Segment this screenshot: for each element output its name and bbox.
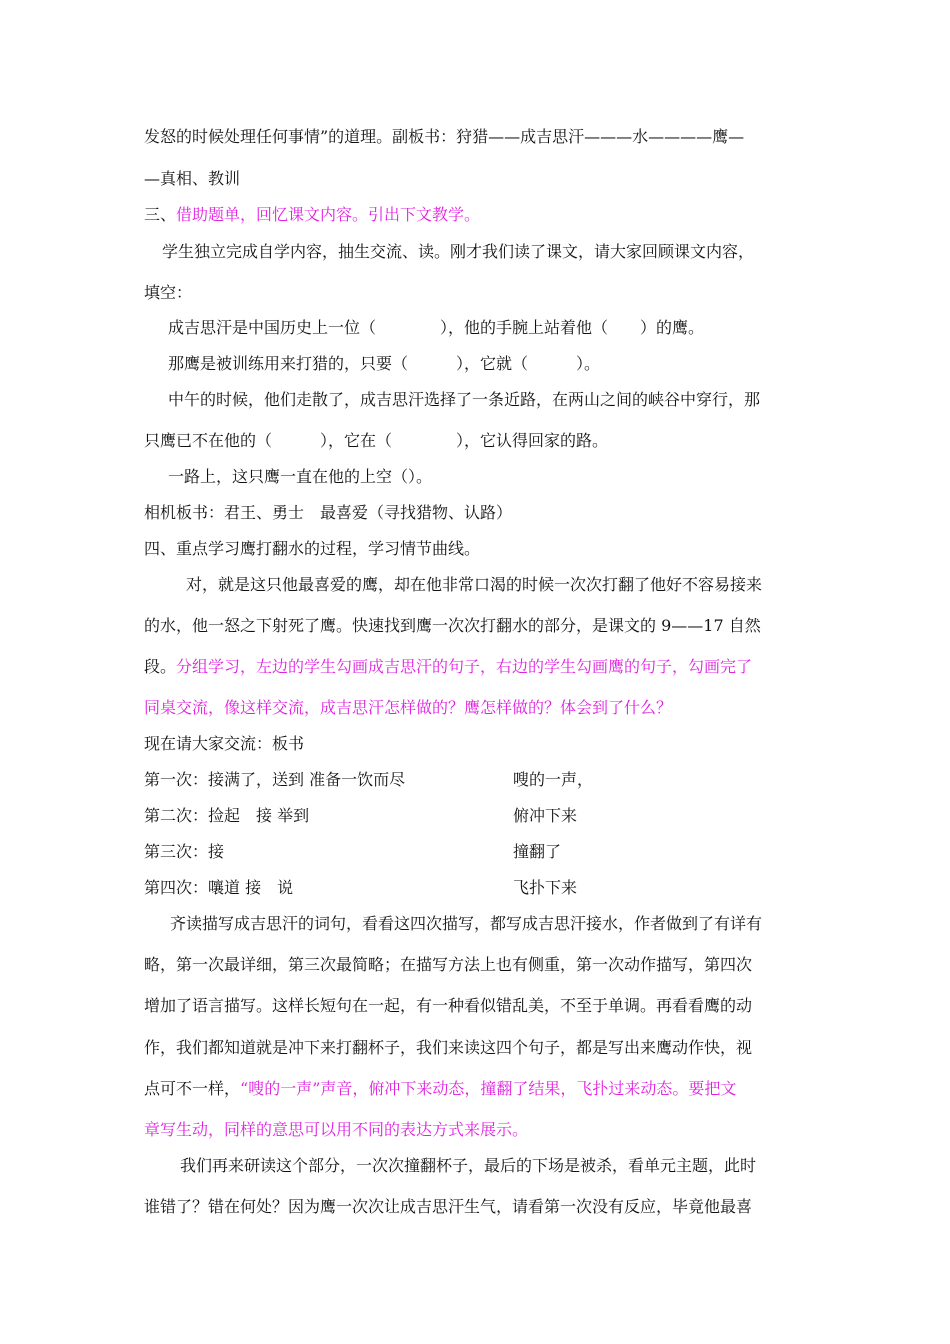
board-row-left: 第三次：接 <box>144 842 225 861</box>
section-heading-three <box>144 205 480 225</box>
fill-blank-line: 一路上，这只鹰一直在他的上空（）。 <box>168 467 433 486</box>
board-row <box>144 770 594 790</box>
highlighted-line: 同桌交流，像这样交流，成吉思汗怎样做的？鹰怎样做的？体会到了什么？ <box>144 698 673 717</box>
paragraph-line: —真相、教训 <box>144 169 241 188</box>
board-row-right: 撞翻了 <box>513 842 562 861</box>
board-row <box>144 878 578 898</box>
board-row <box>144 806 578 826</box>
board-row-left: 第一次：接满了，送到 准备一饮而尽 <box>144 770 406 789</box>
paragraph-line: 填空： <box>144 283 193 302</box>
paragraph-line: 对，就是这只他最喜爱的鹰，却在他非常口渴的时候一次次打翻了他好不容易接来 <box>186 575 763 594</box>
board-row-left: 第二次：捡起 接 举到 <box>144 806 310 825</box>
section-heading-four: 四、重点学习鹰打翻水的过程，学习情节曲线。 <box>144 539 481 558</box>
highlighted-line: 章写生动，同样的意思可以用不同的表达方式来展示。 <box>144 1120 529 1139</box>
paragraph-line: 的水，他一怒之下射死了鹰。快速找到鹰一次次打翻水的部分，是课文的 9——17 自然 <box>144 616 761 635</box>
board-row-right: 嗖的一声， <box>513 770 594 789</box>
fill-blank-line: 只鹰已不在他的（ ），它在（ ），它认得回家的路。 <box>144 431 609 450</box>
board-row-right: 飞扑下来 <box>513 878 578 897</box>
text-prefix: 段。 <box>144 657 177 676</box>
highlighted-text: 借助题单，回忆课文内容。引出下文教学。 <box>176 205 481 224</box>
paragraph-line: 我们再来研读这个部分，一次次撞翻杯子，最后的下场是被杀，看单元主题，此时 <box>180 1156 757 1175</box>
board-note: 相机板书：君王、勇士 最喜爱（寻找猎物、认路） <box>144 503 513 522</box>
board-row <box>144 842 562 862</box>
paragraph-line: 现在请大家交流：板书 <box>144 734 305 753</box>
paragraph-line: 略，第一次最详细，第三次最简略；在描写方法上也有侧重，第一次动作描写，第四次 <box>144 955 753 974</box>
fill-blank-line: 成吉思汗是中国历史上一位（ ），他的手腕上站着他（ ）的鹰。 <box>168 318 705 337</box>
board-row-right: 俯冲下来 <box>513 806 578 825</box>
paragraph-line: 作，我们都知道就是冲下来打翻杯子，我们来读这四个句子，都是写出来鹰动作快，视 <box>144 1038 753 1057</box>
board-row-left: 第四次：嚷道 接 说 <box>144 878 294 897</box>
fill-blank-line: 那鹰是被训练用来打猎的，只要（ ），它就（ ）。 <box>168 354 601 373</box>
highlighted-text: 分组学习，左边的学生勾画成吉思汗的句子，右边的学生勾画鹰的句子，勾画完了 <box>176 657 753 676</box>
paragraph-line: 谁错了？错在何处？因为鹰一次次让成吉思汗生气，请看第一次没有反应，毕竟他最喜 <box>144 1197 753 1216</box>
heading-number: 三、 <box>144 205 177 224</box>
fill-blank-line: 中午的时候，他们走散了，成吉思汗选择了一条近路，在两山之间的峡谷中穿行，那 <box>168 390 761 409</box>
paragraph-line: 增加了语言描写。这样长短句在一起，有一种看似错乱美，不至于单调。再看看鹰的动 <box>144 996 753 1015</box>
paragraph-line <box>144 1079 736 1099</box>
highlighted-text: “嗖的一声”声音，俯冲下来动态，撞翻了结果，飞扑过来动态。要把文 <box>240 1079 737 1098</box>
paragraph-line: 发怒的时候处理任何事情”的道理。副板书：狩猎——成吉思汗———水————鹰— <box>144 127 745 146</box>
paragraph-line: 齐读描写成吉思汗的词句，看看这四次描写，都写成吉思汗接水，作者做到了有详有 <box>170 914 763 933</box>
paragraph-line <box>144 657 752 677</box>
text-prefix: 点可不一样， <box>144 1079 241 1098</box>
paragraph-line: 学生独立完成自学内容，抽生交流、读。刚才我们读了课文，请大家回顾课文内容， <box>162 242 755 261</box>
